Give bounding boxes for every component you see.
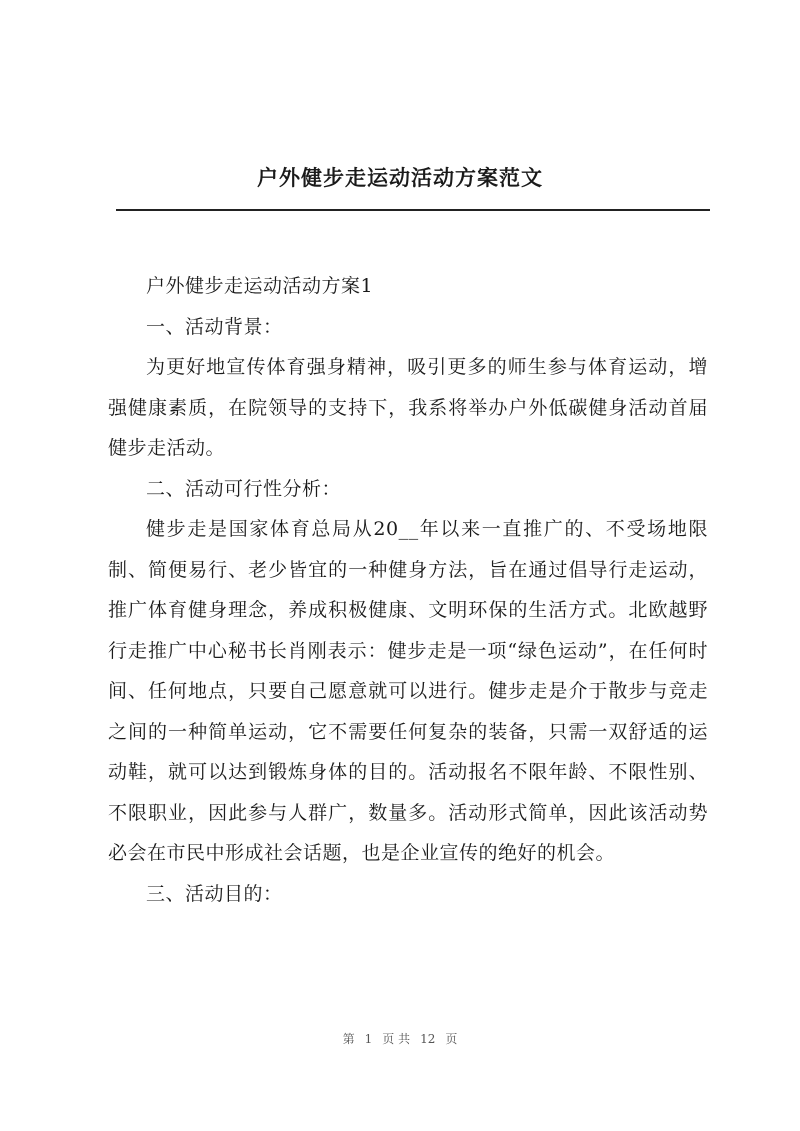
footer-prefix: 第 [342,1032,355,1046]
footer-middle: 页 共 [382,1032,411,1046]
total-pages-number: 12 [420,1032,436,1046]
paragraph-background: 为更好地宣传体育强身精神，吸引更多的师生参与体育运动，增强健康素质，在院领导的支持下，我系将举办户外低碳健身活动首届健步走活动。 [108,356,708,459]
title-divider [116,209,710,211]
current-page-number: 1 [364,1032,373,1046]
paragraph-feasibility: 健步走是国家体育总局从20__年以来一直推广的、不受场地限制、简便易行、老少皆宜的一种健身方法，旨在通过倡导行走运动，推广体育健身理念，养成积极健康、文明环保的生活方式。北欧越野行走推广中心秘书长肖刚表示：健步走是一项“绿色运动”，在任何时间、任何地点，只要自己愿意就可以进行。健步走是介于散步与竞走之间的一种简单运动，它不需要任何复杂的装备，只需一双舒适的运动鞋，就可以达到锻炼身体的目的。活动报名不限年龄、不限性别、不限职业，因此参与人群广，数量多。活动形式简单，因此该活动势必会在市民中形成社会话题，也是企业宣传的绝好的机会。 [108,518,708,864]
paragraph-heading: 户外健步走运动活动方案1 [146,275,374,297]
section-heading-purpose: 三、活动目的： [146,882,283,905]
section-heading-background: 一、活动背景： [146,315,283,338]
footer-suffix: 页 [445,1032,458,1046]
document-body [108,266,708,914]
page-footer [0,1030,800,1047]
document-title: 户外健步走运动活动方案范文 [257,166,543,190]
section-heading-feasibility: 二、活动可行性分析： [146,477,342,500]
